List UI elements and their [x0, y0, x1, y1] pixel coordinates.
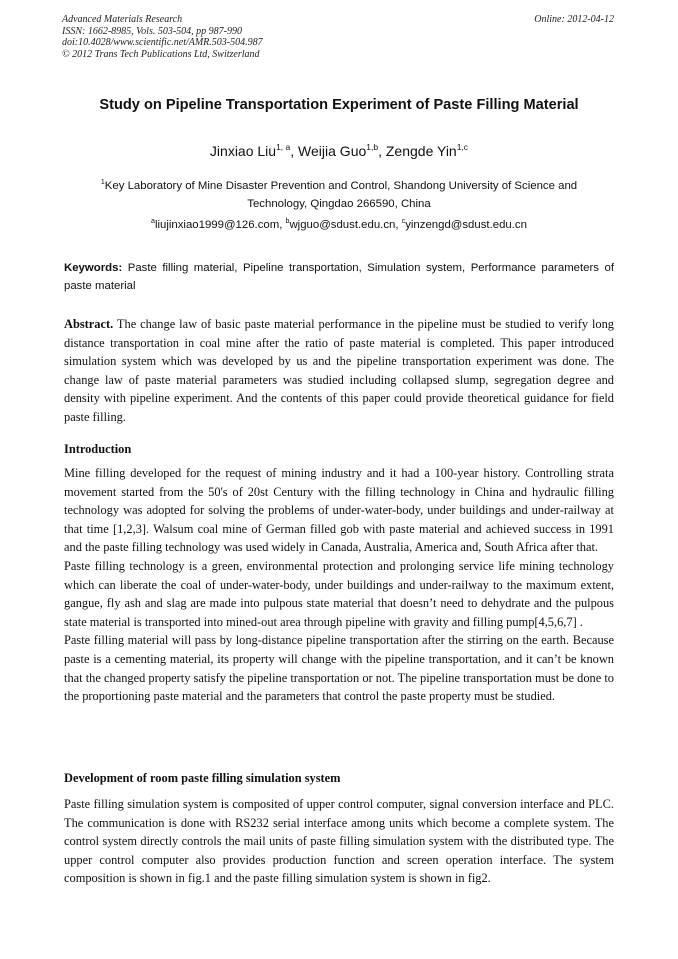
author-name: Jinxiao Liu — [209, 143, 277, 159]
author-superscript: 1,b — [366, 142, 379, 152]
email-link[interactable]: wjguo@sdust.edu.cn, — [289, 219, 402, 231]
affiliation — [72, 177, 606, 213]
journal-name: Advanced Materials Research — [62, 14, 183, 25]
affiliation-superscript: 1 — [100, 179, 105, 186]
issn-line: ISSN: 1662-8985, Vols. 503-504, pp 987-990 — [62, 25, 242, 37]
abstract-text: The change law of basic paste material performance in the pipeline must be studied to verify long distance transportation in coal mine after the ratio of paste material is completed. This paper introduced simulation system which was developed by us and the pipeline transportation experiment was done. The change law of paste material parameters was studied including collapsed slump, segregation degree and density with pipeline experiment. And the contents of this paper could provide theoretical guidance for field paste filling. — [64, 317, 614, 424]
author-line — [40, 143, 638, 159]
copyright-line: © 2012 Trans Tech Publications Ltd, Switzerland — [62, 48, 260, 60]
author-superscript: 1,c — [456, 142, 469, 152]
keywords-label: Keywords: — [64, 262, 123, 274]
email-superscript: c — [401, 218, 406, 225]
publication-header — [62, 14, 263, 60]
author-separator: , — [378, 143, 386, 159]
author-separator: , — [290, 143, 299, 159]
abstract — [64, 315, 614, 427]
author-name: Weijia Guo — [298, 143, 367, 159]
online-date: Online: 2012-04-12 — [534, 14, 614, 25]
author-name: Zengde Yin — [385, 143, 457, 159]
paper-title: Study on Pipeline Transportation Experiment of Paste Filling Material — [99, 97, 579, 113]
email-link[interactable]: liujinxiao1999@126.com, — [154, 219, 286, 231]
email-superscript: b — [285, 218, 290, 225]
section-heading-development: Development of room paste filling simulation system — [64, 771, 341, 785]
email-superscript: a — [151, 218, 155, 225]
abstract-label: Abstract. — [64, 317, 114, 331]
keywords — [64, 259, 614, 295]
author-superscript: 1, a — [276, 142, 291, 152]
paragraph: Mine filling developed for the request of mining industry and it had a 100-year history. Controlling strata movement started from the 50's of 20st Century with the filling technology in China and hydraulic filling technology was adopted for solving the problems of under-water-body, under buildings and under-railway at that time [1,2,3]. Walsum coal mine of German filled gob with paste material and achieved success in 1991 and the paste filling technology was used widely in Canada, Australia, America and, South Africa after that. — [64, 466, 614, 555]
email-link[interactable]: yinzengd@sdust.edu.cn — [405, 219, 527, 231]
keywords-text: Paste filling material, Pipeline transportation, Simulation system, Performance parameters of paste material — [64, 262, 614, 292]
affiliation-text: Key Laboratory of Mine Disaster Prevention and Control, Shandong University of Science and Technology, Qingdao 266590, China — [104, 180, 578, 210]
doi-line: doi:10.4028/www.scientific.net/AMR.503-504.987 — [62, 37, 263, 48]
email-line — [40, 219, 638, 231]
development-body — [64, 795, 614, 888]
paragraph: Paste filling simulation system is composited of upper control computer, signal conversion interface and PLC. The communication is done with RS232 serial interface among units which become a complete system. The control system directly controls the mail units of paste filling simulation system with the distributed type. The upper control computer also provides production function and screen operation interface. The system composition is shown in fig.1 and the paste filling simulation system is shown in fig2. — [64, 797, 614, 886]
section-heading-introduction: Introduction — [64, 442, 132, 456]
paragraph: Paste filling material will pass by long-distance pipeline transportation after the stirring on the earth. Because paste is a cementing material, its property will change with the pipeline transportation, and it can’t be known that the changed property satisfy the pipeline transportation or not. The pipeline transportation must be done to the proportioning paste material and the parameters that control the paste property must be studied. — [64, 633, 614, 704]
paragraph: Paste filling technology is a green, environmental protection and prolonging service life mining technology which can liberate the coal of under-water-body, under buildings and under-railway to the maximum extent, gangue, fly ash and slag are made into pulpous state material that doesn’t need to dehydrate and the pulpous state material is transported into mined-out area through pipeline with gravity and filling pump[4,5,6,7] . — [64, 558, 614, 629]
introduction-body — [64, 464, 614, 706]
